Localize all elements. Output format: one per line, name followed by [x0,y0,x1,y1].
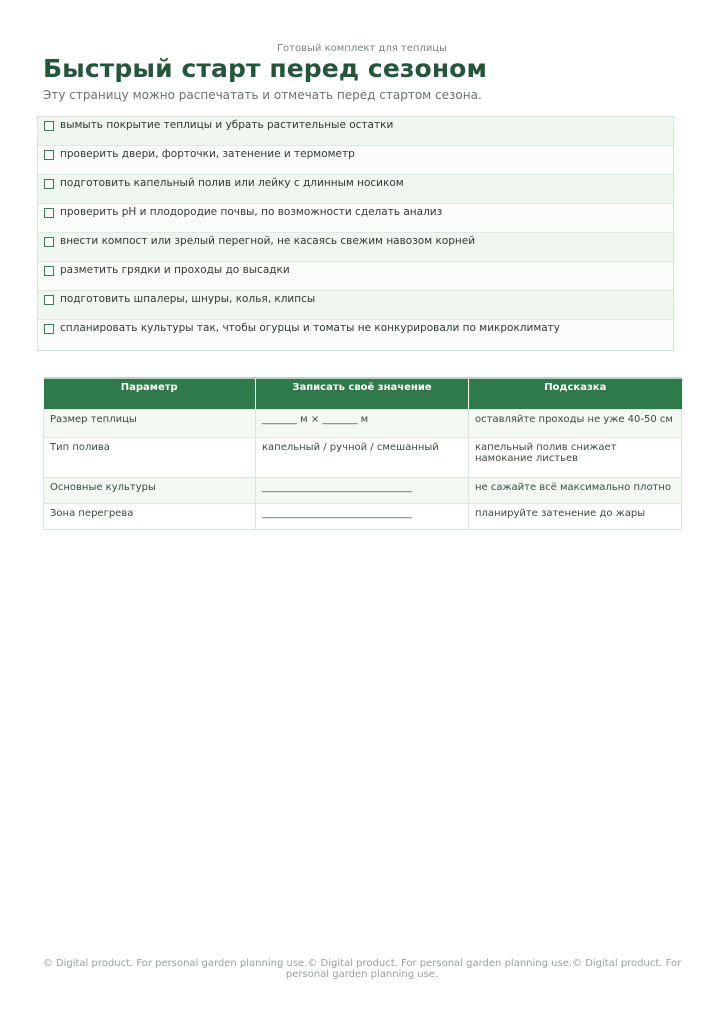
page-kicker: Готовый комплект для теплицы [276,43,448,54]
checklist-item[interactable] [38,204,673,233]
header-value: Записать своё значение [256,378,469,410]
checklist-item[interactable] [38,117,673,146]
cell-hint: капельный полив снижает намокание листьев [469,438,682,478]
cell-hint: оставляйте проходы не уже 40-50 см [469,410,682,438]
checklist-item-label: подготовить шпалеры, шнуры, колья, клипсы [60,293,316,305]
cell-parameter: Размер теплицы [44,410,256,438]
parameters-table [43,377,682,530]
checklist-item[interactable] [38,233,673,262]
cell-value-field[interactable]: _______ м × _______ м [256,410,469,438]
table-row [44,478,682,504]
checklist-item-label: спланировать культуры так, чтобы огурцы и томаты не конкурировали по микроклимату [60,322,561,334]
cell-value-field[interactable]: ______________________________ [256,504,469,530]
cell-parameter: Основные культуры [44,478,256,504]
checkbox-empty-icon[interactable] [44,237,54,247]
checkbox-empty-icon[interactable] [44,179,54,189]
cell-parameter: Зона перегрева [44,504,256,530]
cell-value-field[interactable]: ______________________________ [256,478,469,504]
header-hint: Подсказка [469,378,682,410]
header-parameter: Параметр [44,378,256,410]
page-title: Быстрый старт перед сезоном [43,54,487,83]
checklist-item[interactable] [38,262,673,291]
checklist-item-label: проверить двери, форточки, затенение и термометр [60,148,355,160]
checkbox-empty-icon[interactable] [44,208,54,218]
preseason-checklist [37,116,674,351]
checklist-item[interactable] [38,320,673,349]
checklist-item[interactable] [38,175,673,204]
checkbox-empty-icon[interactable] [44,295,54,305]
checkbox-empty-icon[interactable] [44,266,54,276]
checklist-item-label: вымыть покрытие теплицы и убрать растительные остатки [60,119,394,131]
checklist-item[interactable] [38,291,673,320]
page-subtitle: Эту страницу можно распечатать и отмечать перед стартом сезона. [43,88,482,102]
table-row [44,438,682,478]
cell-hint: планируйте затенение до жары [469,504,682,530]
checklist-item-label: подготовить капельный полив или лейку с длинным носиком [60,177,404,189]
copyright-footer: © Digital product. For personal garden planning use.© Digital product. For personal garden planning use.© Digital product. For personal garden planning use. [42,958,682,980]
cell-parameter: Тип полива [44,438,256,478]
table-row [44,504,682,530]
cell-value-field[interactable]: капельный / ручной / смешанный [256,438,469,478]
checkbox-empty-icon[interactable] [44,324,54,334]
checkbox-empty-icon[interactable] [44,150,54,160]
cell-hint: не сажайте всё максимально плотно [469,478,682,504]
checkbox-empty-icon[interactable] [44,121,54,131]
table-row [44,410,682,438]
checklist-item[interactable] [38,146,673,175]
checklist-item-label: проверить pH и плодородие почвы, по возможности сделать анализ [60,206,443,218]
checklist-item-label: разметить грядки и проходы до высадки [60,264,290,276]
table-header-row [44,378,682,410]
checklist-item-label: внести компост или зрелый перегной, не касаясь свежим навозом корней [60,235,476,247]
